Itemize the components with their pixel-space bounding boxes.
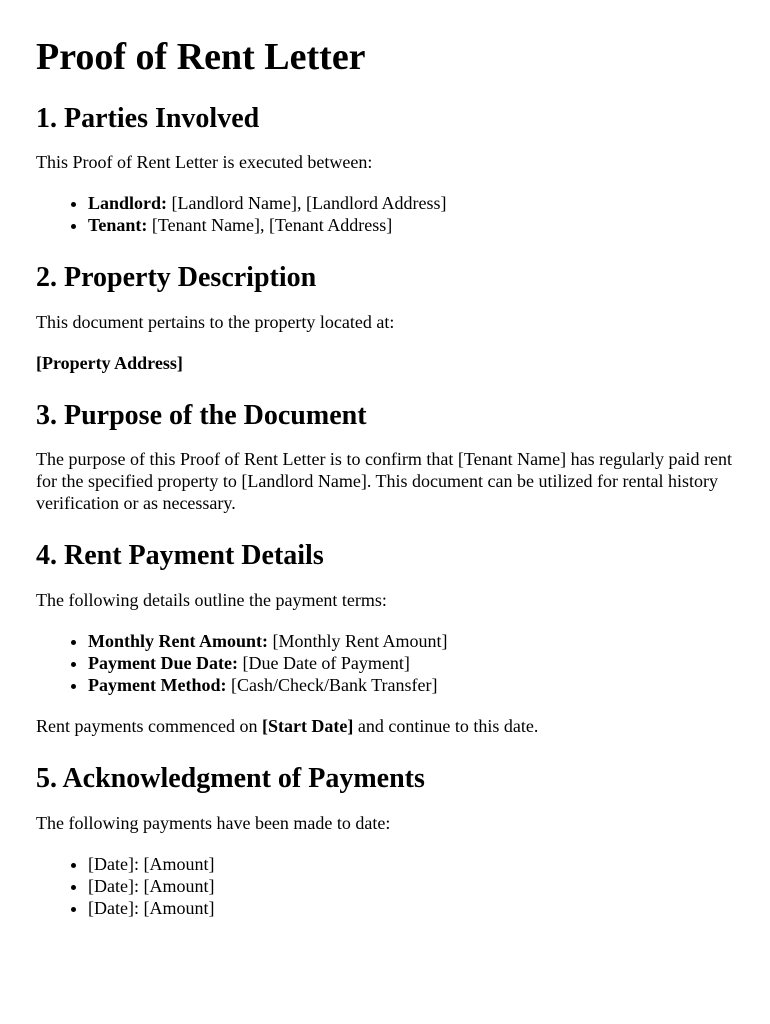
list-item: • [Date]: [Amount] — [88, 897, 734, 919]
item-value: [Landlord Name], [Landlord Address] — [167, 193, 447, 214]
commenced-statement — [36, 715, 734, 737]
item-label: Payment Method: — [88, 675, 227, 696]
document-title: Proof of Rent Letter — [36, 36, 366, 78]
section-parties — [36, 102, 734, 237]
item-value: [Cash/Check/Bank Transfer] — [226, 675, 438, 696]
purpose-text: The purpose of this Proof of Rent Letter is to confirm that [Tenant Name] has regularly paid rent for the specified property to [Landlord Name]. This document can be utilized for rental history verification or as necessary. — [36, 449, 733, 514]
list-item-monthly-rent — [88, 630, 734, 652]
section-property — [36, 261, 734, 374]
section-acknowledgment — [36, 762, 734, 919]
item-label: Tenant: — [88, 215, 148, 236]
item-label: Landlord: — [88, 193, 168, 214]
parties-list — [36, 192, 734, 236]
list-item-payment-method — [88, 674, 734, 696]
commenced-prefix: Rent payments commenced on — [36, 716, 262, 737]
item-value: [Due Date of Payment] — [237, 653, 410, 674]
list-item: • [Date]: [Amount] — [88, 875, 734, 897]
list-item: • [Date]: [Amount] — [88, 853, 734, 875]
list-item-landlord — [88, 192, 734, 214]
item-value: [Tenant Name], [Tenant Address] — [147, 215, 393, 236]
item-label: Monthly Rent Amount: — [88, 631, 269, 652]
section-intro: The following payments have been made to date: — [36, 812, 391, 833]
section-heading: 5. Acknowledgment of Payments — [36, 763, 425, 795]
section-heading: 4. Rent Payment Details — [36, 540, 324, 572]
section-intro: This document pertains to the property located at: — [36, 311, 395, 332]
list-item-tenant — [88, 214, 734, 236]
section-heading: 3. Purpose of the Document — [36, 399, 367, 431]
payment-list — [36, 630, 734, 696]
payments-list — [36, 853, 734, 919]
section-purpose — [36, 399, 734, 515]
section-intro: This Proof of Rent Letter is executed between: — [36, 152, 373, 173]
section-intro: The following details outline the payment terms: — [36, 590, 387, 611]
property-address: [Property Address] — [36, 352, 183, 373]
list-item-due-date — [88, 652, 734, 674]
section-heading: 2. Property Description — [36, 262, 317, 294]
section-heading: 1. Parties Involved — [36, 102, 260, 134]
item-label: Payment Due Date: — [88, 653, 238, 674]
commenced-suffix: and continue to this date. — [353, 716, 539, 737]
item-value: [Monthly Rent Amount] — [268, 631, 448, 652]
start-date: [Start Date] — [261, 716, 354, 737]
section-payment — [36, 539, 734, 737]
